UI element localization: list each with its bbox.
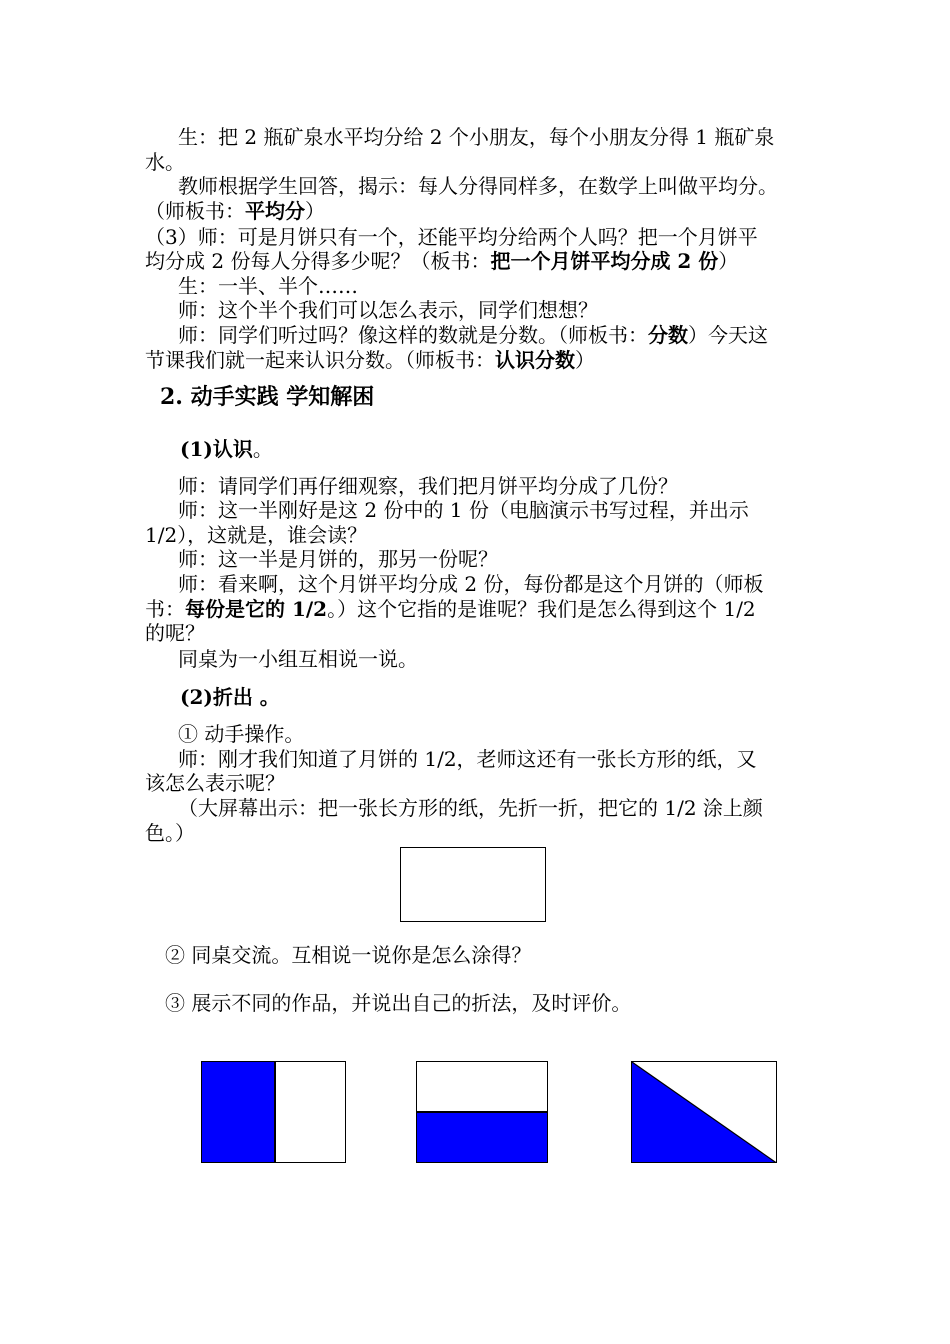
fold-example-diagonal [631,1061,777,1163]
teacher-think-line: 师：这个半个我们可以怎么表示，同学们想想？ [178,298,598,322]
each-part-line-3: 的呢？ [145,621,205,645]
fold-line [274,1062,276,1162]
shaded-left-half [202,1062,274,1162]
board-text-fraction: 分数 [648,323,688,347]
teacher-reveal-line-1: 教师根据学生回答，揭示：每人分得同样多，在数学上叫做平均分。 [178,174,778,198]
section-heading-2: 2. 动手实践 学知解困 [160,384,375,410]
pair-discuss-line: 同桌为一小组互相说一说。 [178,647,418,671]
board-text-split: 把一个月饼平均分成 2 份 [490,249,719,273]
each-part-line-1: 师：看来啊，这个月饼平均分成 2 份，每份都是这个月饼的（师板 [178,572,764,596]
student-answer-line-1: 生：把 2 瓶矿泉水平均分给 2 个小朋友，每个小朋友分得 1 瓶矿泉 [178,125,775,149]
board-text-average: 平均分 [245,199,305,223]
mooncake-question-line-2: 均分成 2 份每人分得多少呢？（板书：把一个月饼平均分成 2 份） [145,249,739,273]
teacher-reveal-line-2: （师板书：平均分） [145,199,325,223]
student-answer-line-2: 水。 [145,150,185,174]
fraction-intro-line-1: 师：同学们听过吗？像这样的数就是分数。（师板书：分数）今天这 [178,323,768,347]
mooncake-question-line-1: （3）师：可是月饼只有一个，还能平均分给两个人吗？把一个月饼平 [145,225,758,249]
diagonal-shading [632,1062,777,1163]
fold-line [417,1111,547,1113]
half-part-line-1: 师：这一半刚好是这 2 份中的 1 份（电脑演示书写过程，并出示 [178,498,749,522]
fold-example-vertical [201,1061,346,1163]
paper-question-line-2: 该怎么表示呢？ [145,771,285,795]
screen-show-line-1: （大屏幕出示：把一张长方形的纸，先折一折，把它的 1/2 涂上颜 [178,796,763,820]
subheading-recognize: (1)认识。 [180,437,273,461]
board-text-one-half: 每份是它的 1/2 [185,597,328,621]
board-text-know-fraction: 认识分数 [495,348,575,372]
fold-example-horizontal [416,1061,548,1163]
screen-show-line-2: 色。） [145,821,195,845]
pair-exchange-line: ② 同桌交流。互相说一说你是怎么涂得？ [165,943,532,967]
half-part-line-2: 1/2），这就是，谁会读？ [145,523,368,547]
subheading-fold: (2)折出 。 [180,685,280,709]
hands-on-line: ① 动手操作。 [178,722,305,746]
blank-paper-rectangle [400,847,546,922]
show-works-line: ③ 展示不同的作品，并说出自己的折法，及时评价。 [165,991,632,1015]
other-part-line: 师：这一半是月饼的，那另一份呢？ [178,547,498,571]
each-part-line-2: 书：每份是它的 1/2。）这个它指的是谁呢？我们是怎么得到这个 1/2 [145,597,756,621]
shaded-bottom-half [417,1112,547,1163]
observe-question-line: 师：请同学们再仔细观察，我们把月饼平均分成了几份？ [178,474,678,498]
fraction-intro-line-2: 节课我们就一起来认识分数。（师板书：认识分数） [145,348,595,372]
paper-question-line-1: 师：刚才我们知道了月饼的 1/2，老师这还有一张长方形的纸，又 [178,747,757,771]
student-half-line: 生：一半、半个…… [178,274,358,298]
